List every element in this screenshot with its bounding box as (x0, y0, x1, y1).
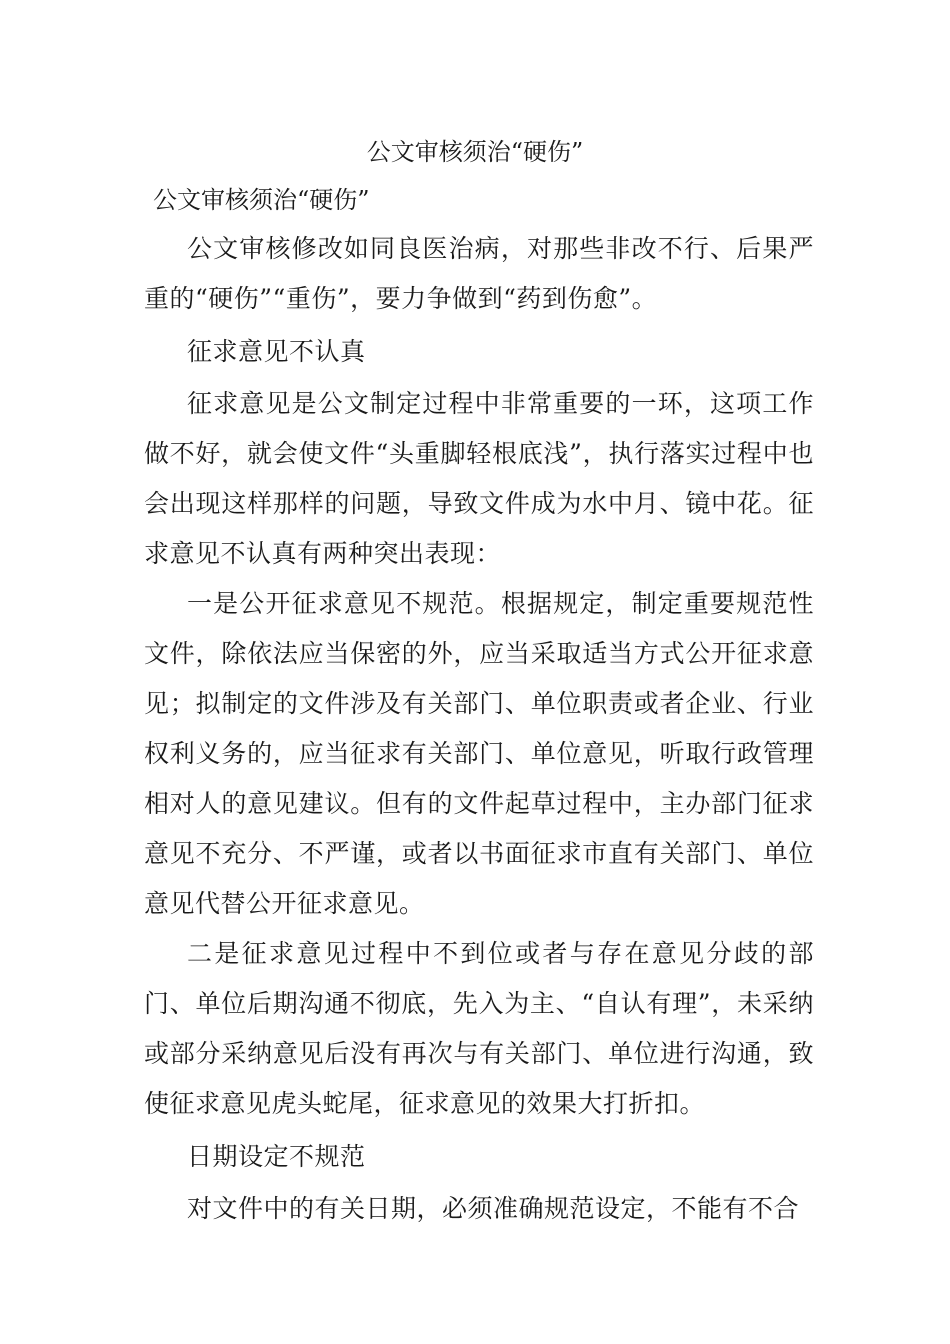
document-subtitle: 公文审核须治“硬伤” (153, 186, 370, 214)
section-heading-consultation: 征求意见不认真 (187, 337, 366, 366)
document-body (144, 176, 814, 1234)
document-title: 公文审核须治“硬伤” (366, 138, 584, 166)
paragraph-public-consultation: 一是公开征求意见不规范。根据规定，制定重要规范性文件，除依法应当保密的外，应当采取适当方式公开征求意见；拟制定的文件涉及有关部门、单位职责或者企业、行业权利义务的，应当征求有关部门、单位意见，听取行政管理相对人的意见建议。但有的文件起草过程中，主办部门征求意见不充分、不严谨，或者以书面征求市直有关部门、单位意见代替公开征求意见。 (144, 589, 814, 918)
section-heading-dates: 日期设定不规范 (187, 1142, 366, 1171)
paragraph-communication: 二是征求意见过程中不到位或者与存在意见分歧的部门、单位后期沟通不彻底，先入为主、“自认有理”，未采纳或部分采纳意见后没有再次与有关部门、单位进行沟通，致使征求意见虎头蛇尾，征求意见的效果大打折扣。 (144, 939, 814, 1118)
paragraph-consultation-importance: 征求意见是公文制定过程中非常重要的一环，这项工作做不好，就会使文件“头重脚轻根底浅”，执行落实过程中也会出现这样那样的问题，导致文件成为水中月、镜中花。征求意见不认真有两种突出表现： (144, 389, 814, 568)
paragraph-dates: 对文件中的有关日期，必须准确规范设定，不能有不合 (187, 1194, 800, 1223)
paragraph-intro: 公文审核修改如同良医治病，对那些非改不行、后果严重的“硬伤”“重伤”，要力争做到“药到伤愈”。 (144, 234, 814, 313)
